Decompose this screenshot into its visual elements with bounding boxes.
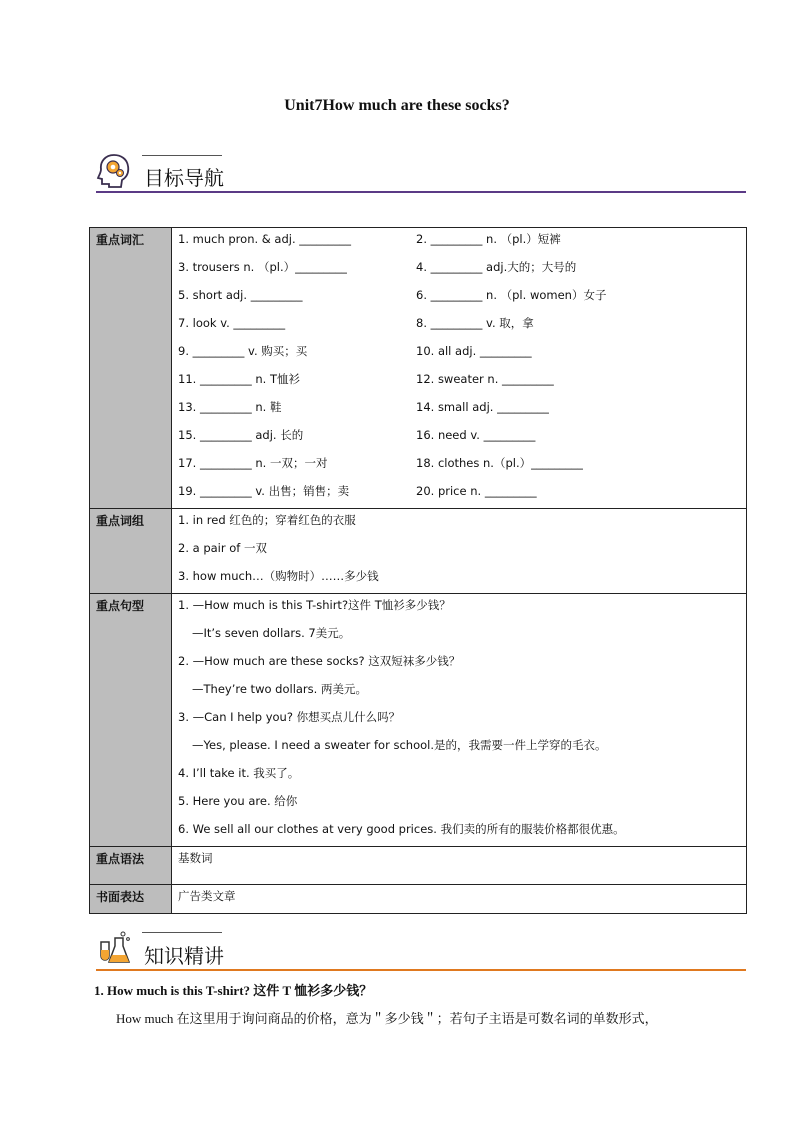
sentence-item: 2. —How much are these socks? 这双短袜多少钱？ [178,654,461,668]
row-label: 重点词组 [90,509,172,594]
vocab-item: 3. trousers n. （pl.）_________ [178,260,347,274]
sentence-item: 4. I’ll take it. 我买了。 [178,766,300,780]
vocab-item: 20. price n. _________ [416,484,537,498]
sentence-item: —They’re two dollars. 两美元。 [192,682,367,696]
section-heading: 目标导航 [144,166,224,190]
row-label: 重点词汇 [90,228,172,509]
writing-value: 广告类文章 [178,889,236,903]
table-row-phrases [90,509,747,594]
vocab-list [178,228,746,508]
vocab-item: 1. much pron. & adj. _________ [178,232,352,246]
page-title: Unit7How much are these socks? [284,97,510,114]
key-points-table [89,227,747,914]
vocab-item: 14. small adj. _________ [416,400,549,414]
sentence-item: 3. —Can I help you? 你想买点儿什么吗？ [178,710,401,724]
vocab-item: 13. _________ n. 鞋 [178,400,282,414]
phrase-item: 1. in red 红色的；穿着红色的衣服 [178,513,356,527]
vocab-item: 19. _________ v. 出售；销售；卖 [178,484,350,498]
grammar-value: 基数词 [178,851,213,865]
vocab-item: 17. _________ n. 一双；一对 [178,456,328,470]
vocab-item: 10. all adj. _________ [416,344,532,358]
sentence-item: 5. Here you are. 给你 [178,794,298,808]
point-1-title: 1. How much is this T-shirt? 这件 T 恤衫多少钱？ [94,983,373,998]
section-header-goals [96,152,746,194]
vocab-item: 15. _________ adj. 长的 [178,428,304,442]
point-1-text: How much 在这里用于询问商品的价格，意为＂多少钱＂；若句子主语是可数名词的单数形式， [116,1011,658,1026]
row-label: 重点句型 [90,594,172,847]
vocab-item: 4. _________ adj.大的；大号的 [416,260,577,274]
vocab-item: 18. clothes n.（pl.）_________ [416,456,583,470]
sentence-list [172,594,747,847]
table-row-vocab [90,228,747,509]
table-row-grammar [90,847,747,885]
phrase-item: 2. a pair of 一双 [178,541,267,555]
lab-flask-icon [96,930,132,966]
vocab-item: 7. look v. _________ [178,316,286,330]
vocab-item: 16. need v. _________ [416,428,536,442]
vocab-item: 8. _________ v. 取，拿 [416,316,534,330]
vocab-item: 6. _________ n. （pl. women）女子 [416,288,607,302]
sentence-item: —Yes, please. I need a sweater for school.是的，我需要一件上学穿的毛衣。 [192,738,607,752]
sentence-item: 6. We sell all our clothes at very good prices. 我们卖的所有的服装价格都很优惠。 [178,822,625,836]
vocab-item: 2. _________ n. （pl.）短裤 [416,232,561,246]
table-row-sentences [90,594,747,847]
row-label: 书面表达 [90,885,172,914]
vocab-item: 5. short adj. _________ [178,288,303,302]
head-gears-icon [96,152,132,188]
row-label: 重点语法 [90,847,172,885]
vocab-item: 9. _________ v. 购买；买 [178,344,308,358]
vocab-item: 11. _________ n. T恤衫 [178,372,300,386]
sentence-item: 1. —How much is this T-shirt?这件 T恤衫多少钱？ [178,598,451,612]
sentence-item: —It’s seven dollars. 7美元。 [192,626,351,640]
table-row-writing [90,885,747,914]
vocab-item: 12. sweater n. _________ [416,372,554,386]
phrase-list [172,509,747,594]
phrase-item: 3. how much…（购物时）……多少钱 [178,569,379,583]
section-header-knowledge [96,930,746,972]
section-heading: 知识精讲 [144,944,224,968]
